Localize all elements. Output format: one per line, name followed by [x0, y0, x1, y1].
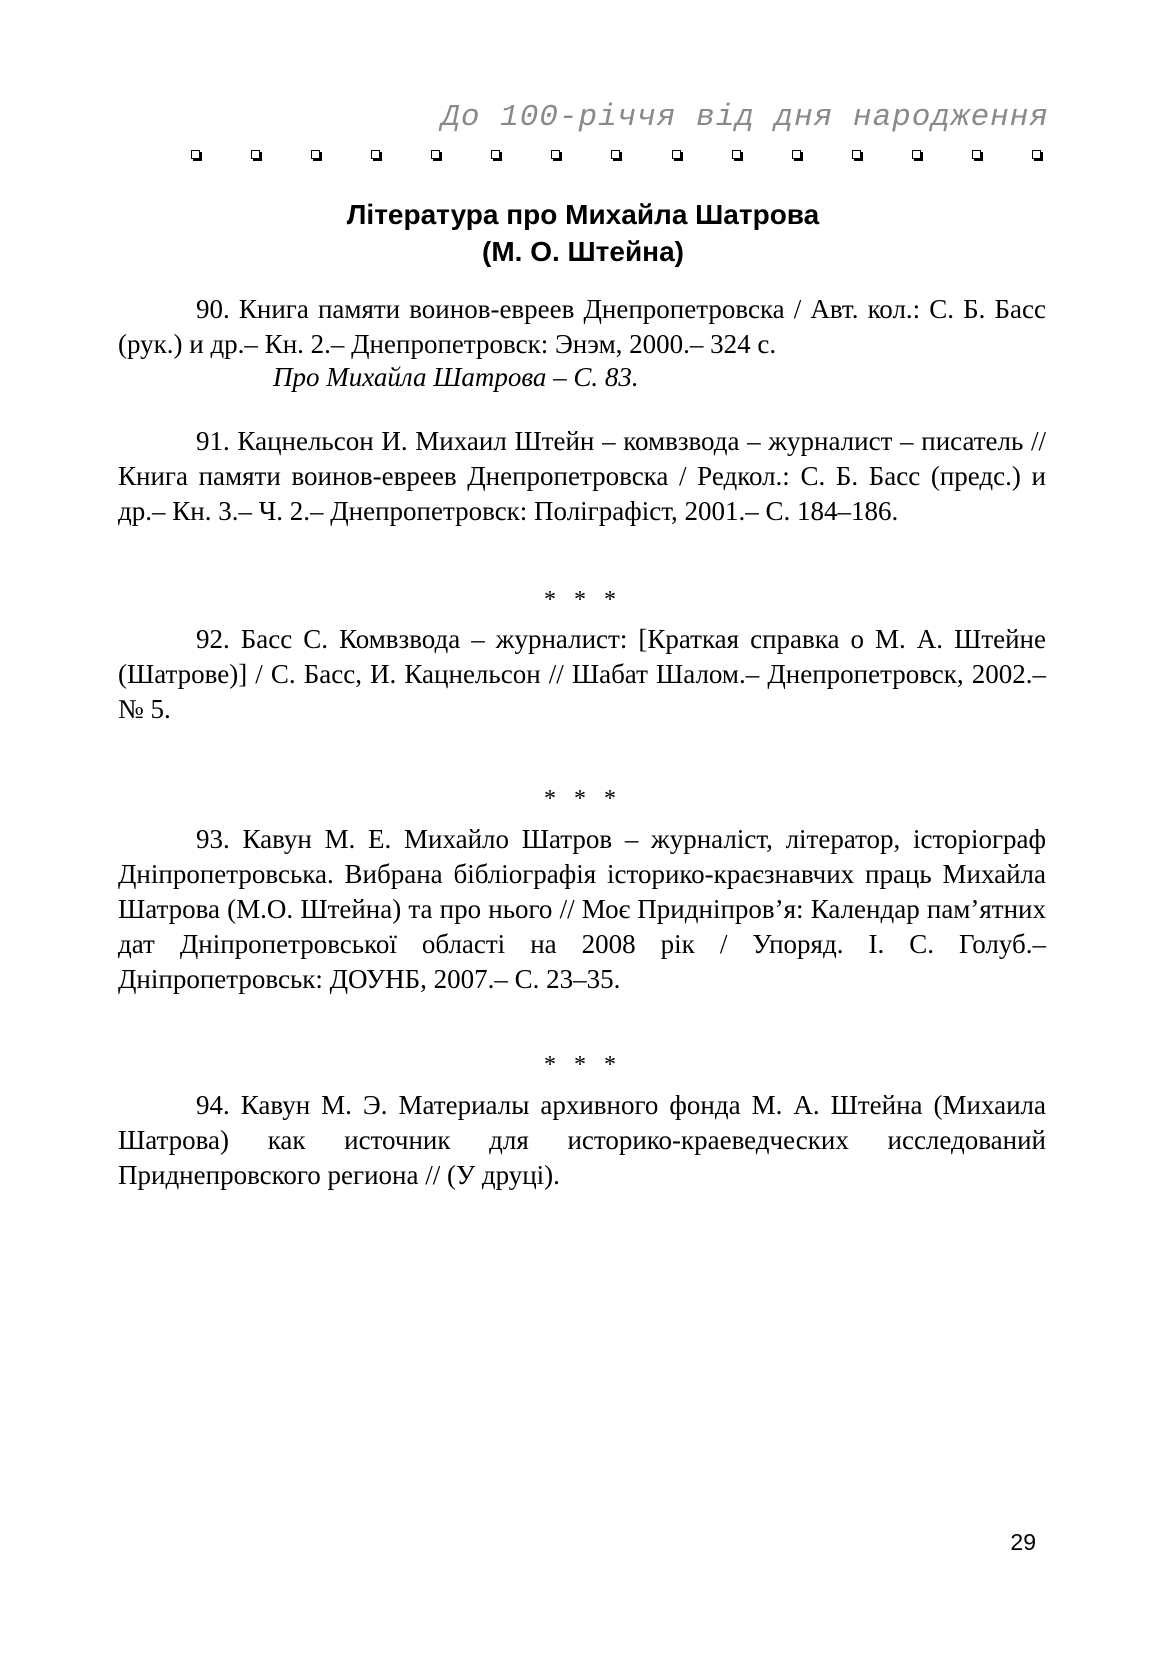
- divider-square: [611, 150, 620, 159]
- divider-square: [1032, 150, 1041, 159]
- entry-note: Про Михайла Шатрова – С. 83.: [273, 362, 639, 392]
- bibliography-entry-90: [118, 292, 1046, 362]
- title-line-2: (М. О. Штейна): [482, 236, 684, 267]
- page-number: 29: [1010, 1529, 1036, 1555]
- entry-text: 94. Кавун М. Э. Материалы архивного фонда М. А. Штейна (Михаила Шатрова) как источник для историко-краеведческих исследований Приднепровского региона // (У друці).: [118, 1090, 1046, 1190]
- divider-square: [251, 150, 260, 159]
- divider-square: [792, 150, 801, 159]
- bibliography-entry-94: [118, 1088, 1046, 1193]
- entry-text: 91. Кацнельсон И. Михаил Штейн – комвзвода – журналист – писатель // Книга памяти воинов-евреев Днепропетровска / Редкол.: С. Б. Басс (предс.) и др.– Кн. 3.– Ч. 2.– Днепропетровск: Поліграфіст, 2001.– С. 184–186.: [118, 426, 1046, 526]
- section-separator: * * *: [544, 786, 622, 812]
- divider-square: [672, 150, 681, 159]
- divider-square: [311, 150, 320, 159]
- divider-square: [431, 150, 440, 159]
- bibliography-entry-92: [118, 622, 1046, 727]
- divider-square: [852, 150, 861, 159]
- bibliography-entry-93: [118, 822, 1046, 997]
- title-line-1: Література про Михайла Шатрова: [346, 199, 820, 230]
- divider-square: [732, 150, 741, 159]
- divider-square: [972, 150, 981, 159]
- entry-text: 90. Книга памяти воинов-евреев Днепропетровска / Авт. кол.: С. Б. Басс (рук.) и др.– Кн. 2.– Днепропетровск: Энэм, 2000.– 324 с.: [118, 294, 1046, 359]
- divider-square: [491, 150, 500, 159]
- bibliography-entry-91: [118, 424, 1046, 529]
- running-header: До 100-річчя від дня народження: [441, 100, 1049, 135]
- header-divider: [191, 150, 1041, 159]
- section-separator: * * *: [544, 1052, 622, 1078]
- section-separator: * * *: [544, 587, 622, 613]
- divider-square: [551, 150, 560, 159]
- page-title: [0, 196, 1166, 270]
- divider-square: [912, 150, 921, 159]
- entry-text: 92. Басс С. Комвзвода – журналист: [Краткая справка о М. А. Штейне (Шатрове)] / С. Басс, И. Кацнельсон // Шабат Шалом.– Днепропетровск, 2002.– № 5.: [118, 624, 1046, 724]
- divider-square: [371, 150, 380, 159]
- divider-square: [191, 150, 200, 159]
- entry-text: 93. Кавун М. Е. Михайло Шатров – журналіст, літератор, історіограф Дніпропетровська. Вибрана бібліографія історико-краєзнавчих праць Михайла Шатрова (М.О. Штейна) та про нього // Моє Придніпров’я: Календар пам’ятних дат Дніпропетровської області на 2008 рік / Упоряд. І. С. Голуб.– Дніпропетровськ: ДОУНБ, 2007.– С. 23–35.: [118, 824, 1046, 994]
